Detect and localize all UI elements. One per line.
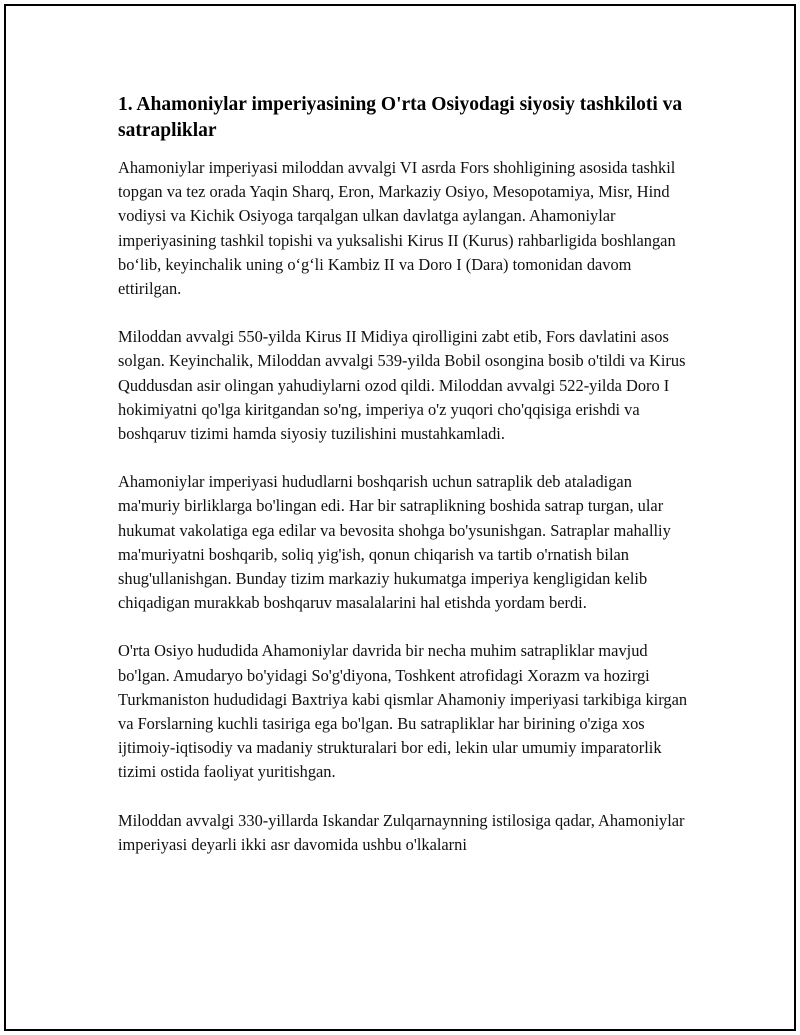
paragraph-3: Ahamoniylar imperiyasi hududlarni boshqarish uchun satraplik deb ataladigan ma'muriy birliklarga bo'lingan edi. Har bir satraplikning boshida satrap turgan, ular hukumat vakolatiga ega edilar va bevosita shohga bo'ysunishgan. Satraplar mahalliy ma'muriyatni boshqarib, soliq yig'ish, qonun chiqarish va tartib o'rnatish bilan shug'ullanishgan. Bunday tizim markaziy hukumatga imperiya kengligidan kelib chiqadigan murakkab boshqaruv masalalarini hal etishda yordam berdi. bbox=[118, 472, 671, 613]
paragraph-2: Miloddan avvalgi 550-yilda Kirus II Midiya qirolligini zabt etib, Fors davlatini asos solgan. Keyinchalik, Miloddan avvalgi 539-yilda Bobil osongina bosib o'tildi va Kirus Quddusdan asir olingan yahudiylarni ozod qildi. Miloddan avvalgi 522-yilda Doro I hokimiyatni qo'lga kiritgandan so'ng, imperiya o'z yuqori cho'qqisiga erishdi va boshqaruv tizimi hamda siyosiy tuzilishini mustahkamladi. bbox=[118, 327, 686, 444]
document-body bbox=[118, 92, 698, 881]
section-heading: 1. Ahamoniylar imperiyasining O'rta Osiyodagi siyosiy tashkiloti va satrapliklar bbox=[118, 94, 683, 141]
paragraph-1: Ahamoniylar imperiyasi miloddan avvalgi VI asrda Fors shohligining asosida tashkil topgan va tez orada Yaqin Sharq, Eron, Markaziy Osiyo, Mesopotamiya, Misr, Hind vodiysi va Kichik Osiyoga tarqalgan ulkan davlatga aylangan. Ahamoniylar imperiyasining tashkil topishi va yuksalishi Kirus II (Kurus) rahbarligida boshlangan bo‘lib, keyinchalik uning o‘g‘li Kambiz II va Doro I (Dara) tomonidan davom ettirilgan. bbox=[118, 158, 676, 299]
paragraph-4: O'rta Osiyo hududida Ahamoniylar davrida bir necha muhim satrapliklar mavjud bo'lgan. Amudaryo bo'yidagi So'g'diyona, Toshkent atrofidagi Xorazm va hozirgi Turkmaniston hududidagi Baxtriya kabi qismlar Ahamoniy imperiyasi tarkibiga kirgan va Forslarning kuchli tasiriga ega bo'lgan. Bu satrapliklar har birining o'ziga xos ijtimoiy-iqtisodiy va madaniy strukturalari bor edi, lekin ular umumiy imparatorlik tizimi ostida faoliyat yuritishgan. bbox=[118, 641, 688, 782]
paragraph-5: Miloddan avvalgi 330-yillarda Iskandar Zulqarnaynning istilosiga qadar, Ahamoniylar imperiyasi deyarli ikki asr davomida ushbu o'lkalarni bbox=[118, 810, 685, 854]
